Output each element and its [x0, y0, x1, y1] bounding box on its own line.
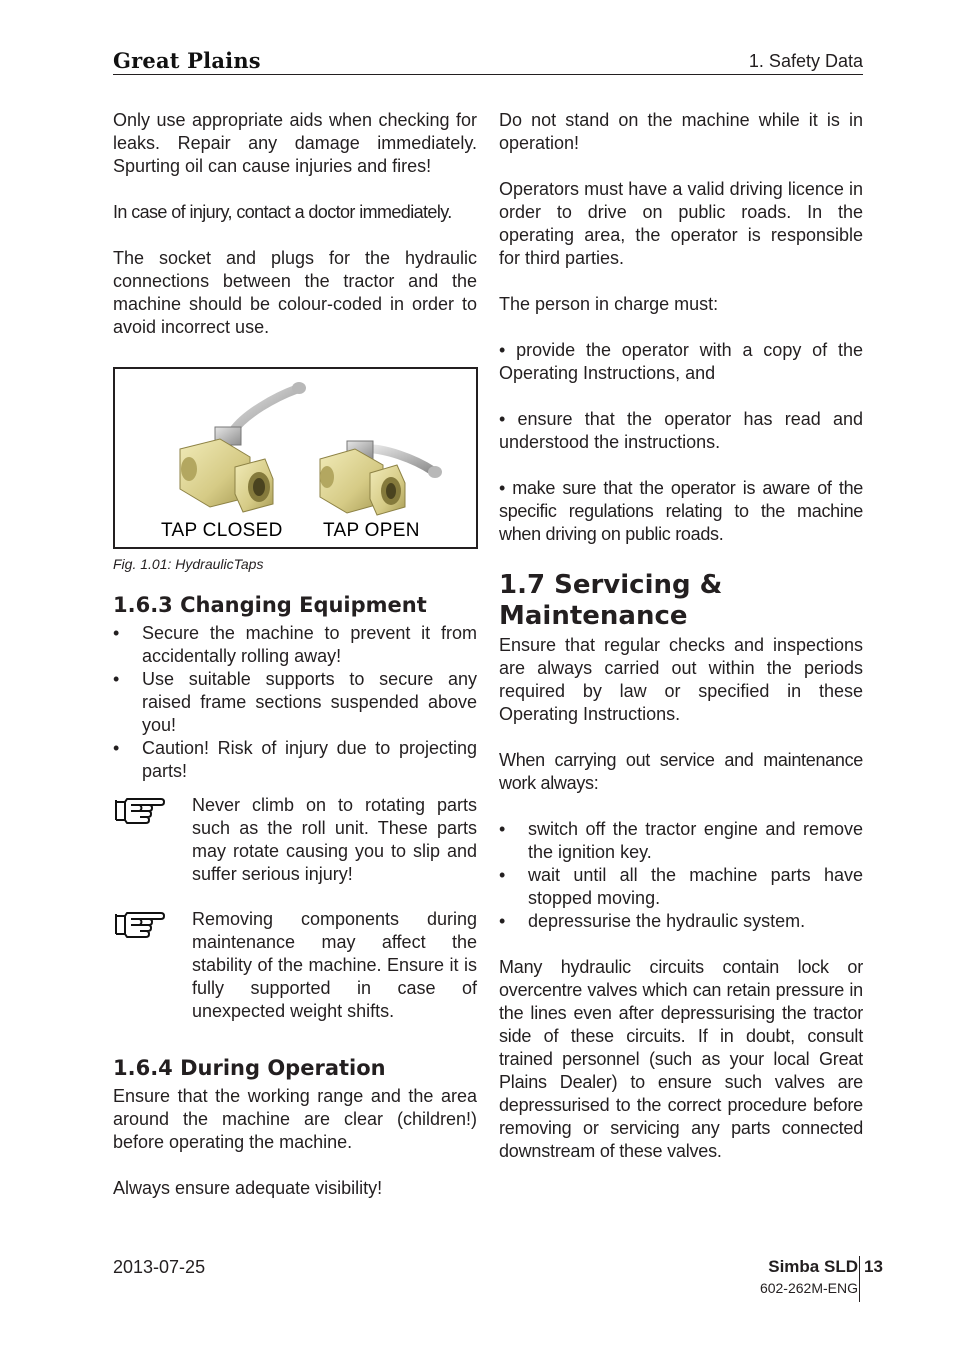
figure-caption: Fig. 1.01: HydraulicTaps	[113, 556, 264, 572]
service-steps-list	[499, 818, 863, 933]
list-item: • Secure the machine to prevent it from accidentally rolling away!	[113, 623, 477, 666]
note-text: Never climb on to rotating parts such as the roll unit. These parts may rotate causing you to slip and suffer serious injury!	[192, 795, 477, 884]
colour-code-paragraph: The socket and plugs for the hydraulic connections between the tractor and the machine should be colour-coded in order to avoid incorrect use.	[113, 248, 477, 337]
injury-paragraph: In case of injury, contact a doctor immediately.	[113, 202, 452, 222]
visibility-paragraph: Always ensure adequate visibility!	[113, 1178, 383, 1198]
left-column	[113, 109, 477, 1223]
header-rule	[113, 74, 863, 75]
list-item: • Caution! Risk of injury due to projecting parts!	[113, 738, 477, 781]
right-column	[499, 109, 863, 1186]
duty-item-2: • ensure that the operator has read and understood the instructions.	[499, 409, 863, 452]
during-operation-paragraph: Ensure that the working range and the area around the machine are clear (children!) before operating the machine.	[113, 1086, 477, 1152]
person-in-charge-paragraph: The person in charge must:	[499, 294, 719, 314]
footer-product-block	[760, 1257, 858, 1296]
tap-closed-drawing	[180, 382, 306, 512]
tap-open-label: TAP OPEN	[323, 520, 420, 541]
changing-equipment-list	[113, 622, 477, 783]
tap-open-drawing	[320, 441, 442, 515]
duty-item-1: • provide the operator with a copy of the Operating Instructions, and	[499, 340, 863, 383]
licence-paragraph: Operators must have a valid driving licence in order to drive on public roads. In the operating area, the operator is responsible for third parties.	[499, 179, 863, 268]
list-item: • switch off the tractor engine and remove the ignition key.	[499, 819, 863, 862]
list-item: • wait until all the machine parts have stopped moving.	[499, 865, 863, 908]
product-name: Simba SLD	[768, 1257, 858, 1276]
footer-date: 2013-07-25	[113, 1257, 206, 1277]
hydraulic-circuits-paragraph: Many hydraulic circuits contain lock or overcentre valves which can retain pressure in the lines even after depressurising the tractor side of these circuits. If in doubt, consult trained personnel (such as your local Great Plains Dealer) to ensure such valves are depressurised to the correct procedure before removing or servicing any parts connected downstream of these valves.	[499, 957, 863, 1161]
document-number: 602-262M-ENG	[759, 1280, 858, 1296]
note-text: Removing components during maintenance may affect the stability of the machine. Ensure it is fully supported in case of unexpected weight shifts.	[192, 909, 477, 1021]
checks-paragraph: Ensure that regular checks and inspections are always carried out within the periods required by law or specified in these Operating Instructions.	[499, 635, 863, 724]
section-header: 1. Safety Data	[748, 51, 863, 71]
hydraulic-taps-figure	[113, 367, 478, 549]
list-item: • Use suitable supports to secure any raised frame sections suspended above you!	[113, 669, 477, 735]
tap-closed-label: TAP CLOSED	[161, 520, 283, 541]
heading-changing-equipment: 1.6.3 Changing Equipment	[113, 593, 427, 617]
leak-paragraph: Only use appropriate aids when checking for leaks. Repair any damage immediately. Spurting oil can cause injuries and fires!	[113, 110, 477, 176]
note-removing-components	[113, 908, 477, 1023]
heading-servicing-maintenance: 1.7 Servicing & Maintenance	[499, 570, 723, 631]
footer-divider	[859, 1256, 860, 1302]
pointing-hand-icon	[113, 908, 192, 1023]
page-number: 13	[864, 1257, 883, 1276]
list-item: • depressurise the hydraulic system.	[499, 911, 806, 931]
brand-logo: Great Plains	[113, 48, 261, 73]
duty-item-3: • make sure that the operator is aware of the specific regulations relating to the machine when driving on public roads.	[499, 478, 863, 544]
service-intro-paragraph: When carrying out service and maintenance work always:	[499, 750, 863, 793]
note-rotating-parts	[113, 794, 477, 886]
stand-paragraph: Do not stand on the machine while it is in operation!	[499, 110, 863, 153]
pointing-hand-icon	[113, 794, 192, 886]
heading-during-operation: 1.6.4 During Operation	[113, 1056, 386, 1080]
